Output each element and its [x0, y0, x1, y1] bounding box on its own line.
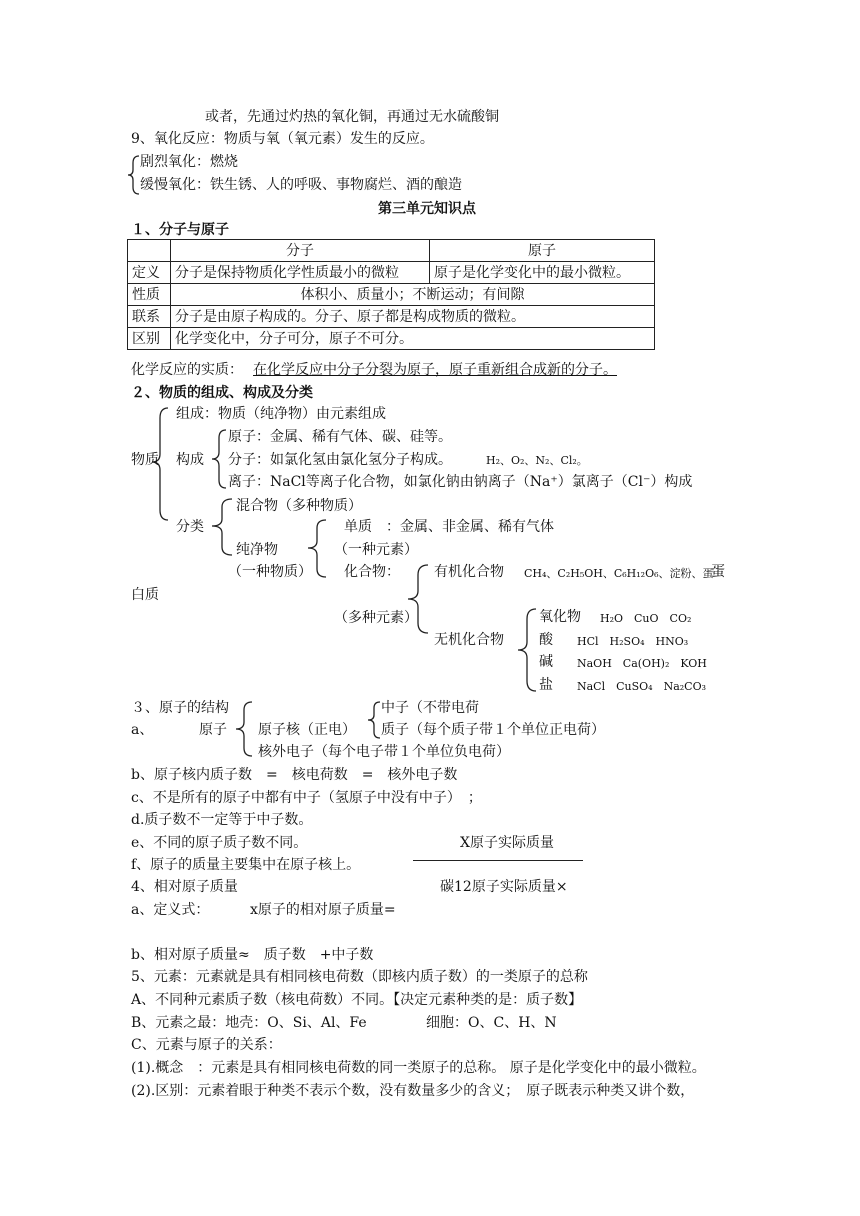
atom-nucleus: 原子核（正电）: [258, 722, 356, 738]
tree-salt-formulas: NaCl CuSO₄ Na₂CO₃: [577, 680, 707, 693]
brace-pure-substance: [306, 518, 328, 580]
tree-pure-substance-note: （一种物质）: [228, 564, 312, 580]
atom-neutron: 中子（不带电荷: [381, 700, 479, 716]
definition-label: a、定义式：: [131, 902, 210, 918]
table-cell-atom-definition: 原子是化学变化中的最小微粒。: [430, 262, 655, 284]
tree-element-substance-note: （一种元素）: [334, 542, 418, 558]
tree-compound: 化合物：: [344, 564, 400, 580]
element-point-b-cell: 细胞：O、C、H、N: [426, 1015, 557, 1031]
brace-oxidation: [127, 155, 141, 195]
tree-organic-wrap: 白质: [131, 587, 159, 603]
tree-organic-tail: 蛋: [711, 564, 725, 580]
brace-structure: [210, 428, 228, 490]
atom-label: 原子: [199, 722, 227, 738]
item-9-oxidation: 9、氧化反应：物质与氧（氧元素）发生的反应。: [131, 131, 434, 147]
table-label-definition: 定义: [128, 262, 171, 284]
tree-oxide-formulas: H₂O CuO CO₂: [600, 612, 692, 625]
table-label-relation: 联系: [128, 306, 171, 328]
table-cell-relation: 分子是由原子构成的。分子、原子都是构成物质的微粒。: [171, 306, 655, 328]
definition-formula: x原子的相对原子质量=: [250, 902, 396, 918]
fraction-denominator: 碳12原子实际质量×: [440, 879, 568, 895]
tree-acid-formulas: HCl H₂SO₄ HNO₃: [577, 635, 689, 648]
tree-organic-formulas: CH₄、C₂H₅OH、C₆H₁₂O₆、淀粉、蛋: [524, 567, 714, 580]
brace-atom: [234, 700, 254, 758]
table-label-difference: 区别: [128, 328, 171, 350]
tree-compound-note: （多种元素）: [334, 610, 418, 626]
section-3-title: ３、原子的结构: [131, 700, 229, 716]
table-cell-molecule-definition: 分子是保持物质化学性质最小的微粒: [171, 262, 430, 284]
tree-oxide: 氧化物: [539, 609, 581, 625]
tree-acid: 酸: [539, 632, 553, 648]
tree-element-substance: 单质 ：金属、非金属、稀有气体: [344, 519, 554, 535]
tree-mixture: 混合物（多种物质）: [236, 498, 362, 514]
tree-ion-structure: 离子：NaCl等离子化合物，如氯化钠由钠离子（Na⁺）氯离子（Cl⁻）构成: [228, 474, 693, 490]
section-1-title: １、分子与原子: [131, 222, 229, 238]
table-header-molecule: 分子: [171, 240, 430, 262]
table-cell-property: 体积小、质量小；不断运动；有间隙: [171, 284, 655, 306]
tree-base: 碱: [539, 654, 553, 670]
atom-point-b: b、原子核内质子数 = 核电荷数 = 核外电子数: [131, 767, 458, 783]
section-2-title: ２、物质的组成、构成及分类: [131, 385, 313, 401]
atom-point-f: f、原子的质量主要集中在原子核上。: [131, 857, 361, 873]
fraction-numerator: X原子实际质量: [460, 835, 554, 851]
table-corner: [128, 240, 171, 262]
tree-pure-substance: 纯净物: [236, 542, 278, 558]
tree-inorganic: 无机化合物: [434, 632, 504, 648]
atom-point-e: e、不同的原子质子数不同。: [131, 835, 308, 851]
essence-label: 化学反应的实质：: [131, 362, 243, 378]
essence-text: 在化学反应中分子分裂为原子，原子重新组合成新的分子。: [253, 362, 617, 378]
table-label-property: 性质: [128, 284, 171, 306]
element-point-a: A、不同种元素质子数（核电荷数）不同。【决定元素种类的是：质子数】: [131, 992, 583, 1008]
brace-compound: [406, 563, 430, 635]
tree-organic: 有机化合物: [434, 564, 504, 580]
brace-nucleus: [366, 700, 382, 740]
section-5-title: 5、元素：元素就是具有相同核电荷数（即核内质子数）的一类原子的总称: [131, 969, 588, 985]
oxidation-fast: 剧烈氧化：燃烧: [140, 154, 238, 170]
element-concept: (1).概念 ：元素是具有相同核电荷数的同一类原子的总称。 原子是化学变化中的最小微粒。: [131, 1060, 706, 1076]
tree-base-formulas: NaOH Ca(OH)₂ KOH: [577, 657, 707, 670]
oxidation-slow: 缓慢氧化：铁生锈、人的呼吸、事物腐烂、酒的酿造: [140, 177, 462, 193]
tree-atom-structure: 原子：金属、稀有气体、碳、硅等。: [228, 429, 452, 445]
element-point-b: B、元素之最：地壳：O、Si、Al、Fe: [131, 1015, 367, 1031]
brace-inorganic: [516, 607, 538, 693]
tree-molecule-structure: 分子：如氯化氢由氯化氢分子构成。: [228, 452, 452, 468]
atom-point-c: c、不是所有的原子中都有中子（氢原子中没有中子） ；: [131, 790, 482, 806]
tree-classification: 分类: [176, 519, 204, 535]
tree-structure: 构成: [176, 452, 204, 468]
atom-electron: 核外电子（每个电子带１个单位负电荷）: [258, 744, 510, 760]
tree-salt: 盐: [539, 677, 553, 693]
relative-mass-approx: b、相对原子质量≈ 质子数 +中子数: [131, 947, 374, 963]
brace-classification: [210, 497, 234, 557]
atom-point-d: d.质子数不一定等于中子数。: [131, 812, 313, 828]
tree-molecule-formulas: H₂、O₂、N₂、Cl₂。: [486, 454, 588, 467]
atom-a-label: a、: [131, 722, 154, 738]
molecule-atom-table: [127, 239, 655, 350]
section-4-title: 4、相对原子质量: [131, 879, 238, 895]
text-line: 或者，先通过灼热的氧化铜，再通过无水硫酸铜: [205, 109, 499, 125]
tree-matter: 物质: [131, 452, 159, 468]
element-point-c: C、元素与原子的关系：: [131, 1037, 282, 1053]
table-cell-difference: 化学变化中，分子可分，原子不可分。: [171, 328, 655, 350]
element-difference: (2).区别：元素着眼于种类不表示个数，没有数量多少的含义； 原子既表示种类又讲个数，: [131, 1083, 695, 1099]
atom-proton: 质子（每个质子带１个单位正电荷）: [381, 722, 605, 738]
tree-composition: 组成：物质（纯净物）由元素组成: [176, 406, 386, 422]
unit-title: 第三单元知识点: [378, 201, 476, 217]
fraction-bar: [413, 860, 583, 861]
table-header-atom: 原子: [430, 240, 655, 262]
